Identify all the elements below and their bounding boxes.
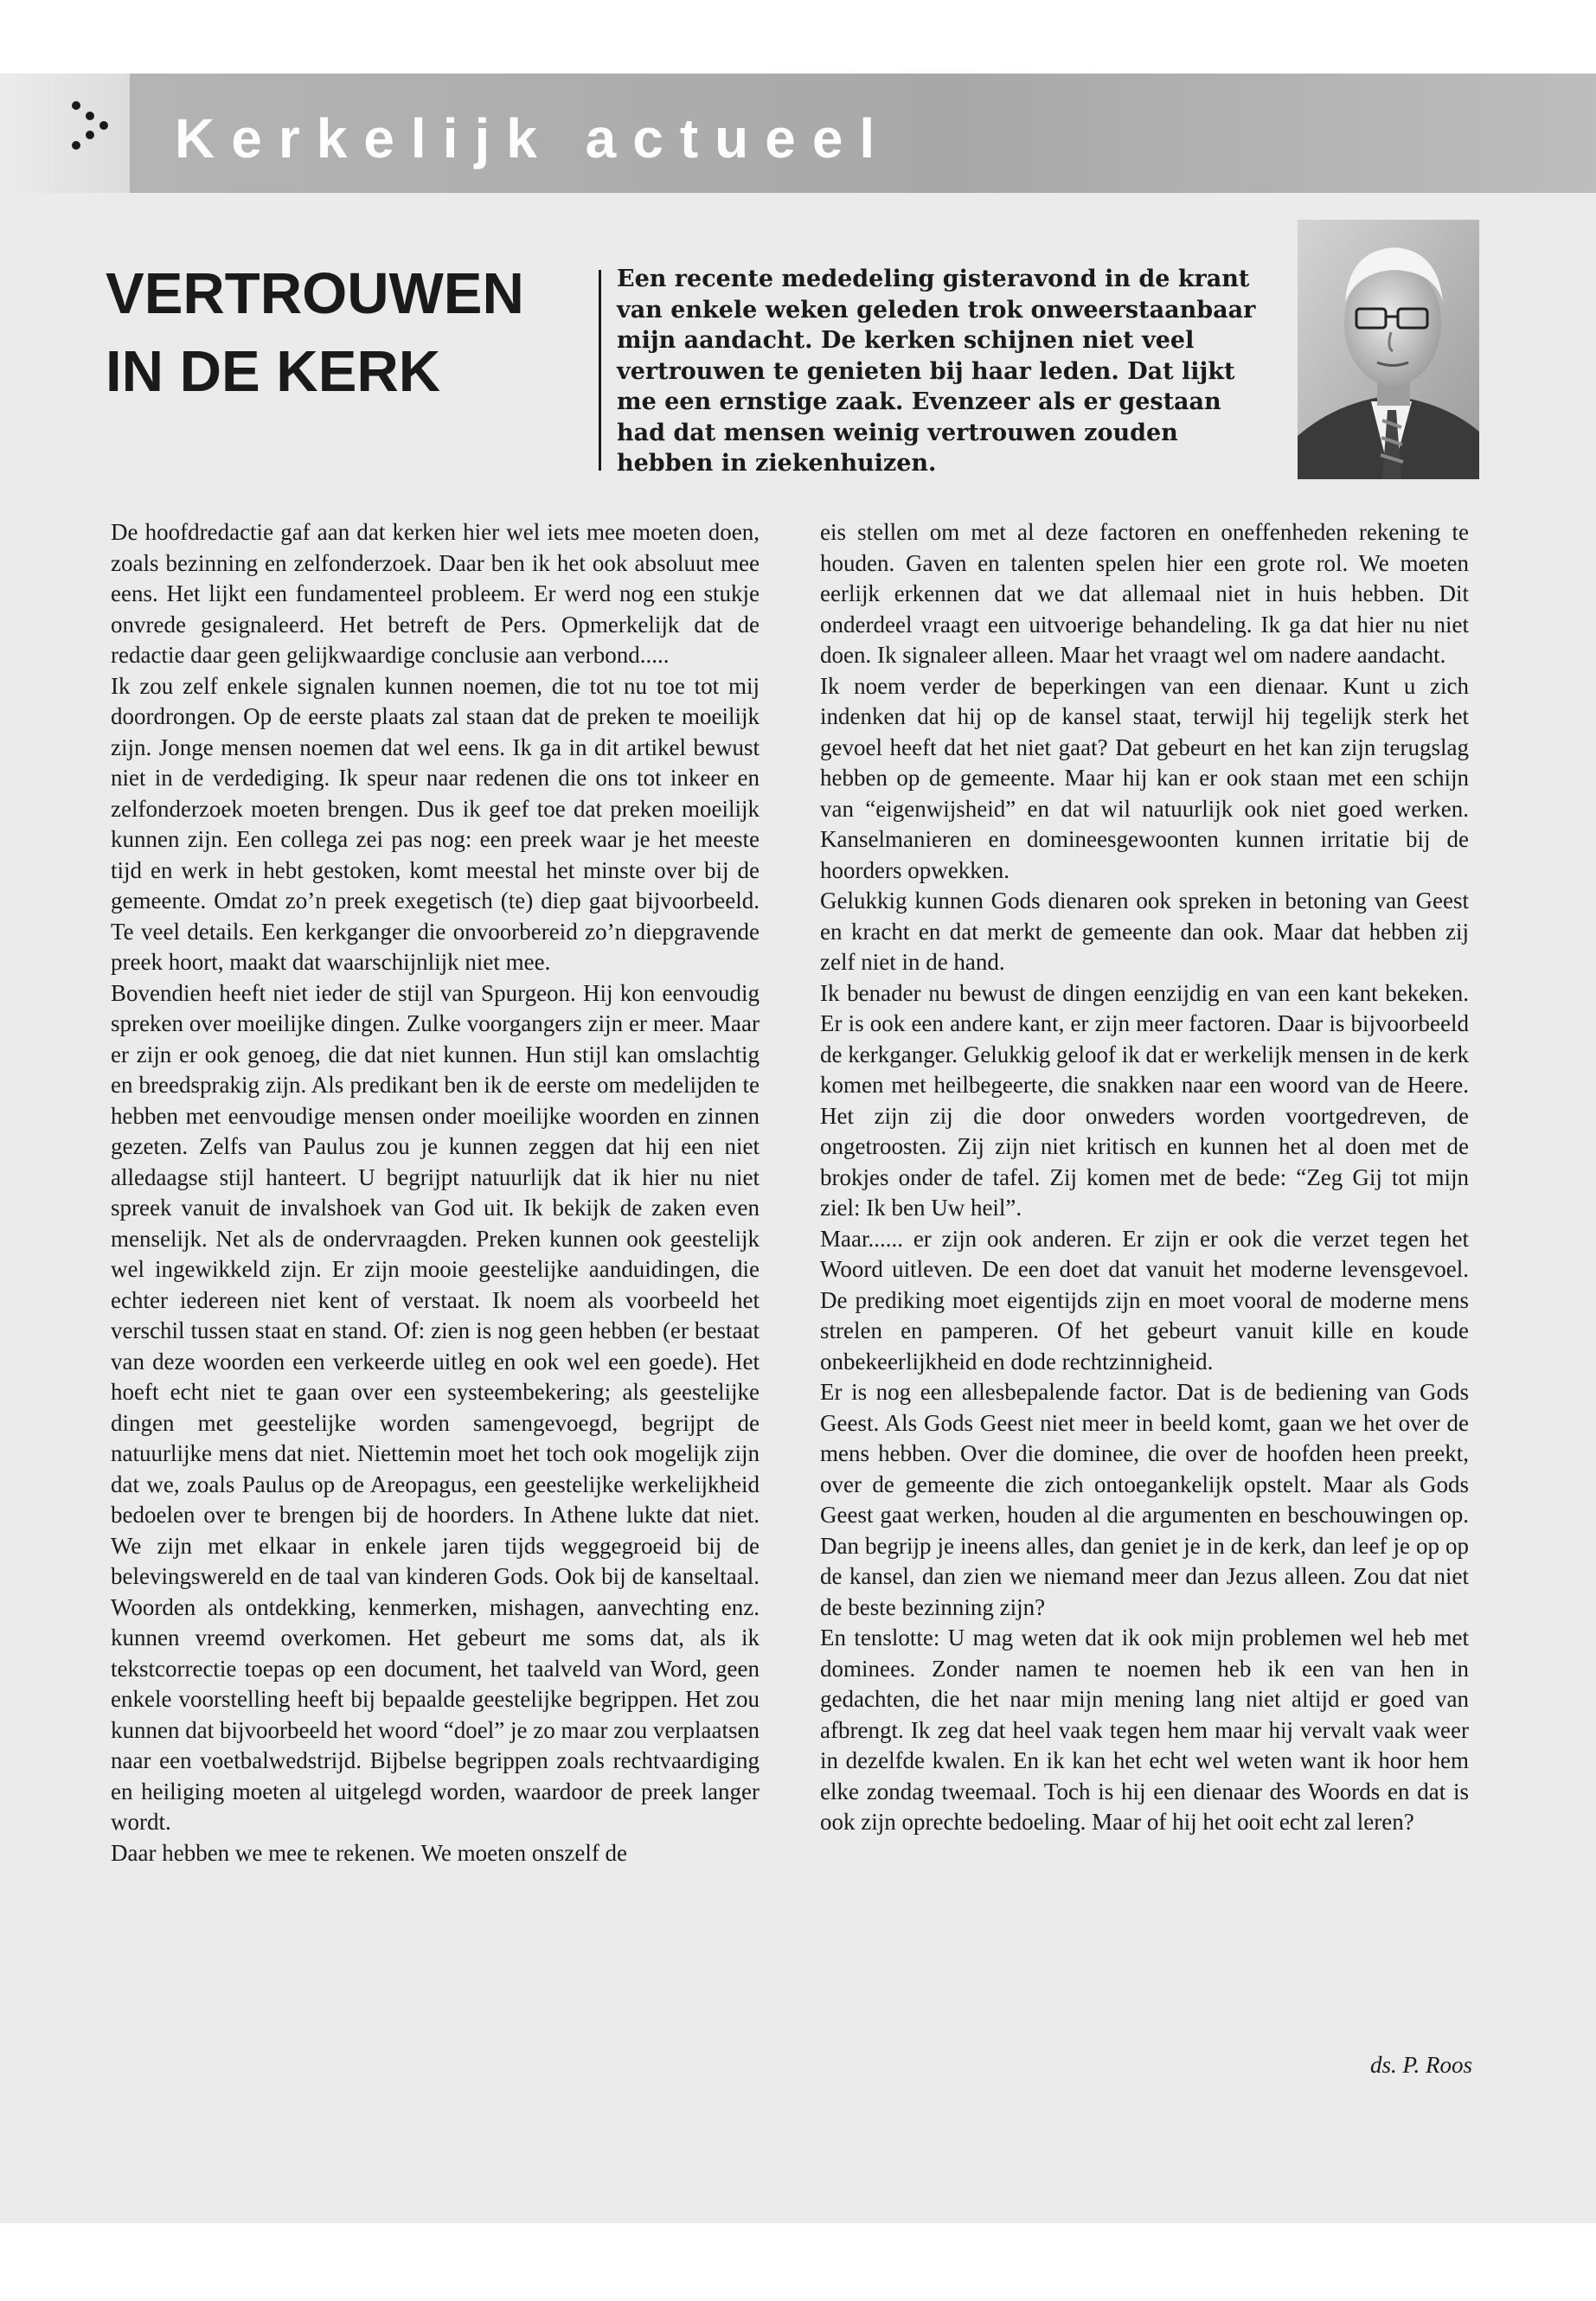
paragraph: Gelukkig kunnen Gods dienaren ook spreken in betoning van Geest en kracht en dat merkt de gemeente dan ook. Maar dat hebben zij zelf niet in de hand. — [820, 888, 1469, 975]
article-lead: Een recente mededeling gisteravond in de krant van enkele weken geleden trok onweerstaanbaar mijn aandacht. De kerken schijnen niet veel vertrouwen te genieten bij haar leden. Dat lijkt me een ernstige zaak. Evenzeer als er gestaan had dat mensen weinig vertrouwen zouden hebben in ziekenhuizen. — [617, 266, 1256, 477]
author-signature: ds. P. Roos — [1369, 2052, 1472, 2078]
lead-divider — [599, 270, 601, 471]
paragraph: En tenslotte: U mag weten dat ik ook mijn problemen wel heb met dominees. Zonder namen te noemen heb ik een van hen in gedachten, die het naar mijn mening lang niet altijd er goed van afbrengt. Ik zeg dat heel vaak tegen hem maar hij vervalt vaak weer in dezelfde kwalen. En ik kan het echt wel weten want ik hoor hem elke zondag tweemaal. Toch is hij een dienaar des Woords en dat is ook zijn oprechte bedoeling. Maar of hij het ooit echt zal leren? — [820, 1625, 1469, 1835]
article-headline — [106, 255, 599, 411]
section-title: Kerkelijk actueel — [175, 107, 892, 170]
paragraph: Ik zou zelf enkele signalen kunnen noemen, die tot nu toe tot mij doordrongen. Op de eerste plaats zal staan dat de preken te moeilijk zijn. Jonge mensen noemen dat wel eens. Ik ga in dit artikel bewust niet in de verdediging. Ik speur naar redenen die ons tot inkeer en zelfonderzoek moeten brengen. Dus ik geef toe dat preken moeilijk kunnen zijn. Een collega zei pas nog: een preek waar je het meeste tijd en werk in hebt gestoken, komt meestal het minste over bij de gemeente. Omdat zo’n preek exegetisch (te) diep gaat bijvoorbeeld. Te veel details. Een kerkganger die onvoorbereid zo’n diepgravende preek hoort, maakt dat waarschijnlijk niet mee. — [111, 672, 760, 975]
headline-line-2: IN DE KERK — [106, 339, 441, 404]
paragraph: Ik noem verder de beperkingen van een dienaar. Kunt u zich indenken dat hij op de kansel staat, terwijl hij tegelijk sterk het gevoel heeft dat het niet gaat? Dat gebeurt en het kan zijn terugslag hebben op de gemeente. Maar hij kan er ook staan met een schijn van “eigenwijsheid” en dat wil natuurlijk ook niet goed werken. Kanselmanieren en domineesgewoonten kunnen irritatie bij de hoorders opwekken. — [820, 672, 1469, 883]
article-column-left — [111, 517, 760, 1868]
paragraph: De hoofdredactie gaf aan dat kerken hier wel iets mee moeten doen, zoals bezinning en zelfonderzoek. Daar ben ik het ook absoluut mee eens. Het lijkt een fundamenteel probleem. Er werd nog een stukje onvrede gesignaleerd. Het betreft de Pers. Opmerkelijk dat de redactie daar geen gelijkwaardige conclusie aan verbond..... — [111, 519, 760, 668]
paragraph: eis stellen om met al deze factoren en oneffenheden rekening te houden. Gaven en talenten spelen hier een grote rol. We moeten eerlijk erkennen dat we dat allemaal niet in huis hebben. Dit onderdeel vraagt een uitvoerige behandeling. Ik ga dat hier nu niet doen. Ik signaleer alleen. Maar het vraagt wel om nadere aandacht. — [820, 519, 1469, 668]
paragraph: Bovendien heeft niet ieder de stijl van Spurgeon. Hij kon eenvoudig spreken over moeilijke dingen. Zulke voorgangers zijn er meer. Maar er zijn er ook genoeg, die dat niet kunnen. Hun stijl kan omslachtig en breedsprakig zijn. Als predikant ben ik de eerste om medelijden te hebben met eenvoudige mensen onder moeilijke woorden en zinnen gezeten. Zelfs van Paulus zou je kunnen zeggen dat hij een niet alledaagse stijl hanteert. U begrijpt natuurlijk dat ik hier nu niet spreek vanuit de invalshoek van God uit. Ik bekijk de zaken even menselijk. Net als de ondervraagden. Preken kunnen ook geestelijk wel ingewikkeld zijn. Er zijn mooie geestelijke aanduidingen, die echter iedereen niet kent of verstaat. Ik noem als voorbeeld het verschil tussen staat en stand. Of: zien is nog geen hebben (er bestaat van deze woorden een verkeerde uitleg en ook wel een goede). Het hoeft echt niet te gaan over een systeembekering; als geestelijke dingen met geestelijke worden samengevoegd, begrijpt de natuurlijke mens dat niet. Niettemin moet het toch ook mogelijk zijn dat we, zoals Paulus op de Areopagus, een geestelijke werkelijkheid bedoelen over te brengen bij de hoorders. In Athene lukte dat niet. We zijn met elkaar in enkele jaren tijds weggegroeid bij de belevingswereld en de taal van kinderen Gods. Ook bij de kanseltaal. Woorden als ontdekking, kenmerken, mishagen, aanvechting enz. kunnen vreemd overkomen. Het gebeurt me soms dat, als ik tekstcorrectie toepas op een document, het taalveld van Word, geen enkele voorstelling heeft bij bepaalde geestelijke begrippen. Het zou kunnen dat bijvoorbeeld het woord “doel” je zo maar zou verplaatsen naar een voetbalwedstrijd. Bijbelse begrippen zoals rechtvaardiging en heiliging moeten al uitgelegd worden, waardoor de preek langer wordt. — [111, 979, 760, 1835]
paragraph: Er is nog een allesbepalende factor. Dat is de bediening van Gods Geest. Als Gods Geest niet meer in beeld komt, gaan we het over de mens hebben. Over die dominee, die over de hoofden heen preekt, over de gemeente die zich ontoegankelijk opstelt. Maar als Gods Geest gaat werken, houden al die argumenten en beschouwingen op. Dan begrijp je ineens alles, dan geniet je in de kerk, dan leef je op op de kansel, dan zien we niemand meer dan Jezus alleen. Zou dat niet de beste bezinning zijn? — [820, 1379, 1469, 1620]
paragraph: Maar...... er zijn ook anderen. Er zijn er ook die verzet tegen het Woord uitleven. De een doet dat vanuit het moderne levensgevoel. De prediking moet eigentijds zijn en moet vooral de moderne mens strelen en pamperen. Of het gebeurt vanuit kille en koude onbekeerlijkheid en dode rechtzinnigheid. — [820, 1225, 1469, 1375]
paragraph: Daar hebben we mee te rekenen. We moeten onszelf de — [111, 1839, 628, 1866]
article-column-right — [820, 517, 1469, 1838]
author-portrait-icon — [1298, 220, 1479, 479]
dots-logo-icon — [67, 95, 119, 156]
paragraph: Ik benader nu bewust de dingen eenzijdig en van een kant bekeken. Er is ook een andere kant, er zijn meer factoren. Daar is bijvoorbeeld de kerkganger. Gelukkig geloof ik dat er werkelijk mensen in de kerk komen met heilbegeerte, die snakken naar een woord van de Heere. Het zijn zij die door onweders worden voortgedreven, de ongetroosten. Zij zijn niet kritisch en kunnen het al doen met de brokjes onder de tafel. Zij komen met de bede: “Zeg Gij tot mijn ziel: Ik ben Uw heil”. — [820, 979, 1469, 1221]
headline-line-1: VERTROUWEN — [106, 261, 524, 326]
